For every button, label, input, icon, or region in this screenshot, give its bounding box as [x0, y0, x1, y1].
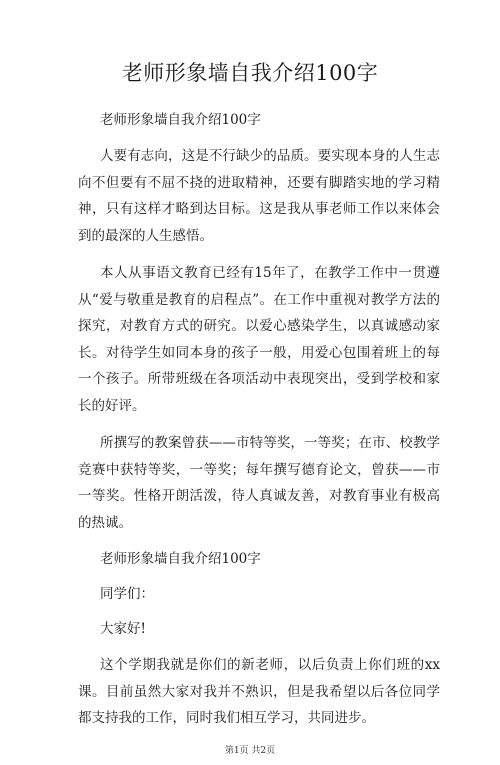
section-heading-1: 老师形象墙自我介绍100字 — [100, 112, 261, 128]
section-heading-2: 老师形象墙自我介绍100字 — [100, 551, 261, 567]
paragraph-3: 所撰写的教案曾获——市特等奖，一等奖；在市、校教学竞赛中获特等奖，一等奖；每年撰写德育论文，曾获——市一等奖。性格开朗活泼，待人真诚友善，对教育事业有极高的热诚。 — [78, 435, 440, 531]
greeting-line-1: 同学们： — [100, 586, 154, 602]
paragraph-1: 人要有志向，这是不行缺少的品质。要实现本身的人生志向不但要有不屈不挠的进取精神，还要有脚踏实地的学习精神，只有这样才略到达目标。这是我从事老师工作以来体会到的最深的人生感悟。 — [78, 148, 440, 244]
greeting-line-2: 大家好! — [100, 621, 146, 637]
document-title: 老师形象墙自我介绍100字 — [121, 61, 379, 85]
page-footer: 第1页 共2页 — [224, 746, 276, 756]
paragraph-2: 本人从事语文教育已经有15年了，在教学工作中一贯遵从“爱与敬重是教育的启程点”。在工作中重视对教学方法的探究，对教育方式的研究。以爱心感染学生，以真诚感动家长。对待学生如同本身的孩子一般，用爱心包围着班上的每一个孩子。所带班级在各项活动中表现突出，受到学校和家长的好评。 — [78, 265, 440, 414]
document-page — [0, 58, 500, 765]
paragraph-4: 这个学期我就是你们的新老师，以后负责上你们班的xx课。目前虽然大家对我并不熟识，但是我希望以后各位同学都支持我的工作，同时我们相互学习，共同进步。 — [78, 657, 440, 726]
